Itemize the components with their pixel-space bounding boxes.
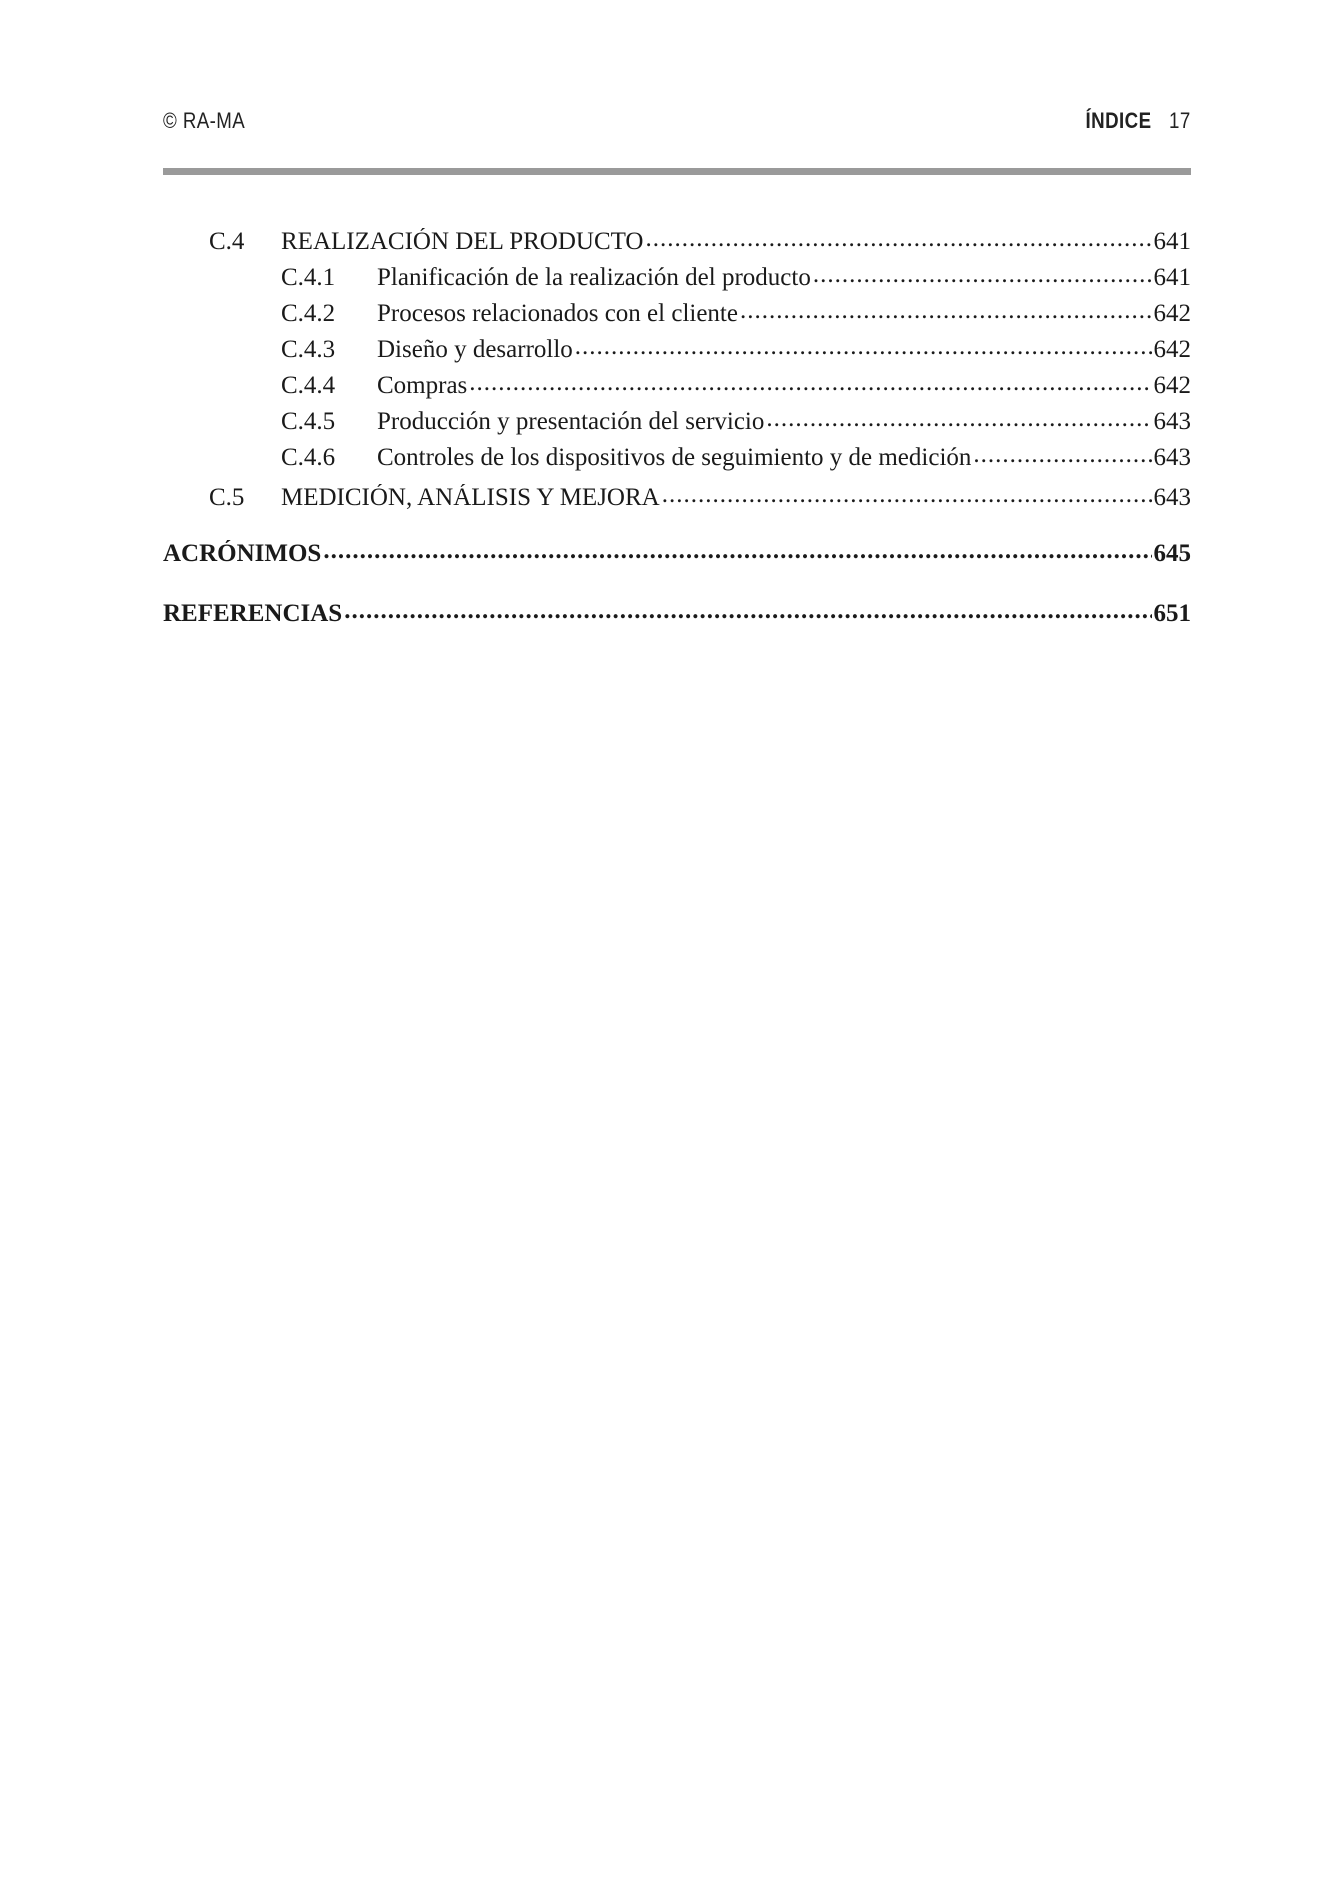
toc-entry-number: C.4 [209,228,245,255]
toc-entry-page: 645 [1153,540,1191,567]
toc-entry-page: 642 [1153,336,1191,363]
toc-entry-page: 641 [1153,264,1191,291]
header-section-page [1086,108,1191,134]
toc-entry-referencias[interactable] [163,596,1191,636]
toc-entry-title: Planificación de la realización del producto [377,264,811,291]
toc-entry-number: C.4.5 [281,408,336,435]
header-section-title: ÍNDICE [1085,108,1152,133]
toc-entry-c4-4[interactable] [163,368,1191,404]
toc-entry-title: Procesos relacionados con el cliente [377,300,738,327]
toc-entry-number: C.4.6 [281,444,336,471]
toc-entry-page: 641 [1153,228,1191,255]
toc-entry-number: C.5 [209,484,245,511]
toc-entry-title: Producción y presentación del servicio [377,408,765,435]
toc-leader-dots [467,368,1151,393]
toc-entry-c4[interactable] [163,224,1191,260]
header-divider [163,168,1191,175]
toc-entry-number: C.4.1 [281,264,336,291]
copyright-publisher: © RA-MA [163,108,246,133]
running-header [163,108,1191,148]
toc-entry-c4-6[interactable] [163,440,1191,476]
toc-entry-c4-2[interactable] [163,296,1191,332]
toc-leader-dots [573,332,1152,357]
toc-entry-page: 651 [1153,600,1191,627]
toc-entry-c4-1[interactable] [163,260,1191,296]
toc-entry-page: 642 [1153,300,1191,327]
toc-leader-dots [738,296,1152,321]
toc-entry-c5[interactable] [163,480,1191,516]
toc-entry-number: C.4.3 [281,336,336,363]
header-page-number: 17 [1169,108,1191,133]
toc-entry-number: C.4.4 [281,372,336,399]
toc-leader-dots [811,260,1152,285]
toc-entry-page: 643 [1153,444,1191,471]
toc-entry-title: Compras [377,372,468,399]
toc-entry-page: 642 [1153,372,1191,399]
table-of-contents [163,224,1191,636]
toc-entry-title: REFERENCIAS [163,600,343,627]
toc-entry-page: 643 [1153,484,1191,511]
toc-leader-dots [660,480,1152,505]
toc-entry-page: 643 [1153,408,1191,435]
toc-entry-title: REALIZACIÓN DEL PRODUCTO [281,228,644,255]
toc-entry-c4-3[interactable] [163,332,1191,368]
toc-entry-number: C.4.2 [281,300,336,327]
toc-entry-acronimos[interactable] [163,536,1191,576]
toc-leader-dots [342,596,1151,621]
toc-entry-title: ACRÓNIMOS [163,540,322,567]
toc-entry-title: MEDICIÓN, ANÁLISIS Y MEJORA [281,484,660,511]
toc-leader-dots [644,224,1152,249]
toc-leader-dots [971,440,1151,465]
toc-leader-dots [764,404,1151,429]
toc-entry-c4-5[interactable] [163,404,1191,440]
toc-leader-dots [321,536,1151,561]
toc-entry-title: Diseño y desarrollo [377,336,573,363]
toc-entry-title: Controles de los dispositivos de seguimiento y de medición [377,444,972,471]
